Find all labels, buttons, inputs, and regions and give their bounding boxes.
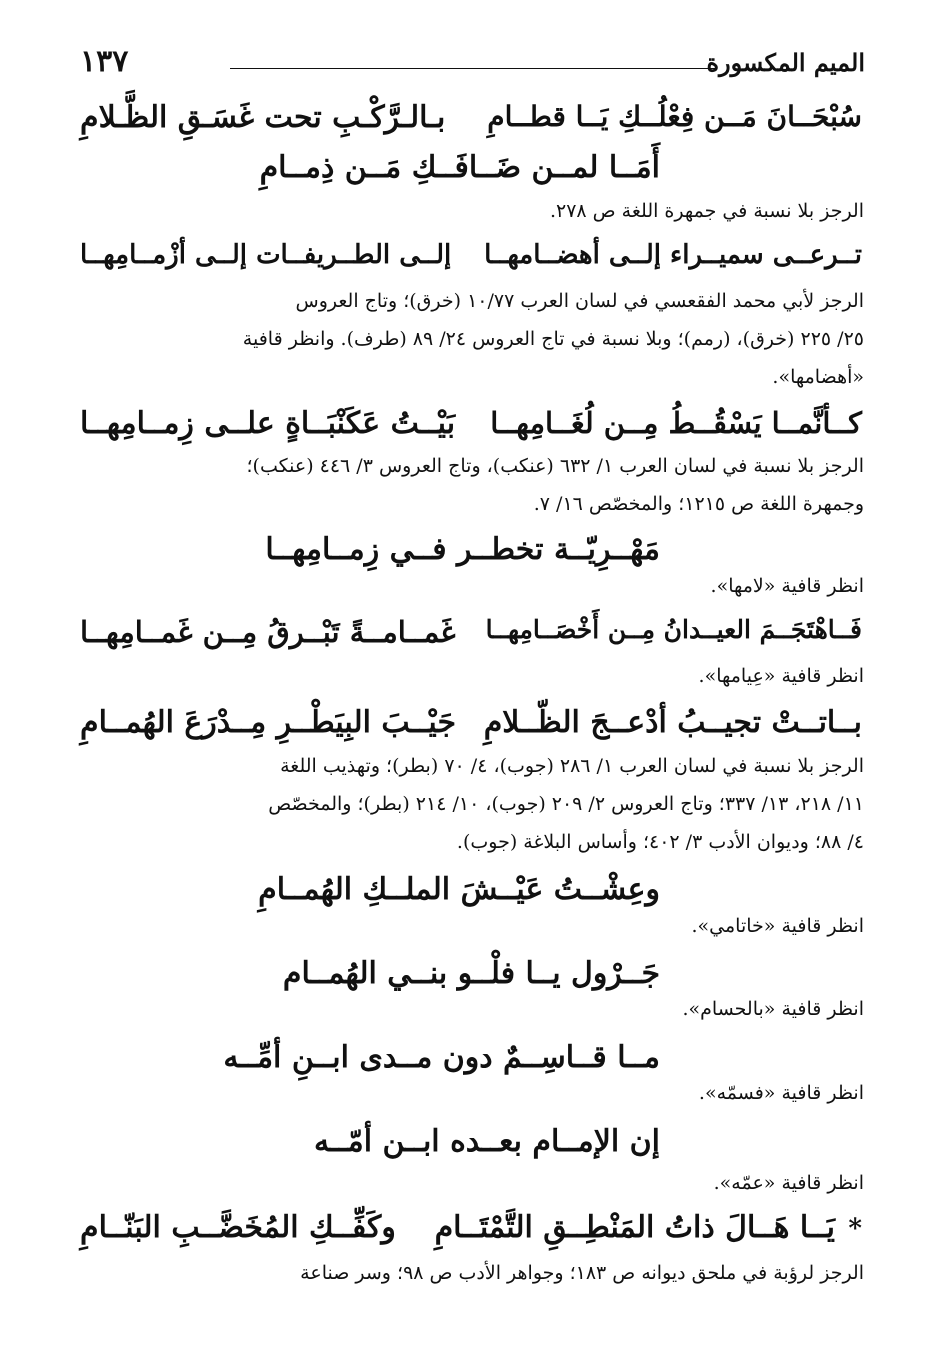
verse-first-hemistich: تــرعــى سميــراء إلــى أهضــامهــا xyxy=(484,240,862,270)
footnote-line: انظر قافية «عِيامها». xyxy=(698,665,864,687)
footnote-line: ٤/ ٨٨؛ وديوان الأدب ٣/ ٤٠٢؛ وأساس البلاغة (جوب). xyxy=(456,831,864,853)
verse-second-hemistich: جَيْــبَ البِيَطْــرِ مِــدْرَعَ الهُمــامِ xyxy=(80,705,457,740)
verse-second-hemistich: بَيْــتُ عَكَنْبَــاةٍ علــى زِمــامِهــا xyxy=(80,406,456,441)
footnote-line: «أهضامها». xyxy=(772,366,864,388)
verse-first-hemistich: بــاتــتْ تجيــبُ أدْعــجَ الظّــلامِ xyxy=(483,705,862,740)
verse-second-hemistich: بـالـرَّكْـبِ تحت غَسَـقِ الظَّـلامِ xyxy=(80,100,446,135)
entry-marker: * xyxy=(848,1214,862,1244)
footnote-line: انظر قافية «لامها». xyxy=(710,575,864,597)
footnote-line: انظر قافية «بالحسام». xyxy=(682,998,864,1020)
footnote-line: الرجز لرؤبة في ملحق ديوانه ص ١٨٣؛ وجواهر الأدب ص ٩٨؛ وسر صناعة xyxy=(300,1262,864,1284)
footnote-line: الرجز لأبي محمد الفقعسي في لسان العرب ١٠/٧٧ (خرق)؛ وتاج العروس xyxy=(295,290,864,312)
footnote-line: وجمهرة اللغة ص ١٢١٥؛ والمخصّص ١٦/ ٧. xyxy=(533,493,864,515)
footnote-line: الرجز بلا نسبة في لسان العرب ١/ ٦٣٢ (عنكب)، وتاج العروس ٣/ ٤٤٦ (عنكب)؛ xyxy=(246,455,864,477)
footnote-line: ١١/ ٢١٨، ١٣/ ٣٣٧؛ وتاج العروس ٢/ ٢٠٩ (جوب)، ١٠/ ٢١٤ (بطر)؛ والمخصّص xyxy=(268,793,864,815)
footnote-line: الرجز بلا نسبة في جمهرة اللغة ص ٢٧٨. xyxy=(549,200,864,222)
verse-line-centered: وعِشْــتُ عَيْــشَ الملــكِ الهُمــامِ xyxy=(258,872,660,907)
verse-first-hemistich: كــأنَّمــا يَسْقُــطُ مِــن لُغَــامِهــا xyxy=(490,406,862,440)
verse-first-hemistich: فَــاهْتَجَــمَ العيــدانُ مِــن أَخْصَــامِهــا xyxy=(485,615,862,644)
verse-line-centered: إن الإمــام بعــده ابــن أمّــه xyxy=(314,1124,660,1159)
section-title: الميم المكسورة xyxy=(706,48,865,77)
footnote-line: انظر قافية «عمّه». xyxy=(713,1172,864,1194)
page-header xyxy=(80,44,865,84)
verse-second-hemistich: غَمــامــةً تَبْــرقُ مِــن غَمــامِهــا xyxy=(80,615,456,649)
verse-first-hemistich: سُبْحَــانَ مَــن فِعْلُــكِ يَــا قطــامِ xyxy=(487,100,862,133)
verse-second-hemistich: إلــى الطــريفــات إلــى أزْمــامِهــا xyxy=(80,240,452,270)
header-rule xyxy=(230,68,715,69)
footnote-line: انظر قافية «خاتامي». xyxy=(691,915,864,937)
footnote-line: الرجز بلا نسبة في لسان العرب ١/ ٢٨٦ (جوب)، ٤/ ٧٠ (بطر)؛ وتهذيب اللغة xyxy=(280,755,864,777)
verse-first-hemistich: يَــا هَــالَ ذاتُ المَنْطِــقِ التَّمْتَــامِ xyxy=(434,1210,835,1245)
verse-line-centered: مَهْــرِيّــة تخطــر فــي زِمــامِهــا xyxy=(265,532,660,567)
verse-line-centered: جَــرْول يــا فلْــو بنــي الهُمــام xyxy=(282,956,660,991)
verse-line-centered: مــا قــاسِــمٌ دون مــدى ابــنِ أمِّــه xyxy=(223,1040,660,1075)
verse-line-centered: أَمَــا لمــن ضَــافَــكِ مَــن ذِمــامِ xyxy=(259,150,660,185)
verse-second-hemistich: وكَفِّــكِ المُخَضَّــبِ البَنّــامِ xyxy=(80,1210,396,1245)
footnote-line: انظر قافية «فسمّه». xyxy=(698,1082,864,1104)
footnote-line: ٢٥/ ٢٢٥ (خرق)، (رمم)؛ وبلا نسبة في تاج العروس ٢٤/ ٨٩ (طرف). وانظر قافية xyxy=(242,328,864,350)
page-number: ١٣٧ xyxy=(80,44,129,79)
